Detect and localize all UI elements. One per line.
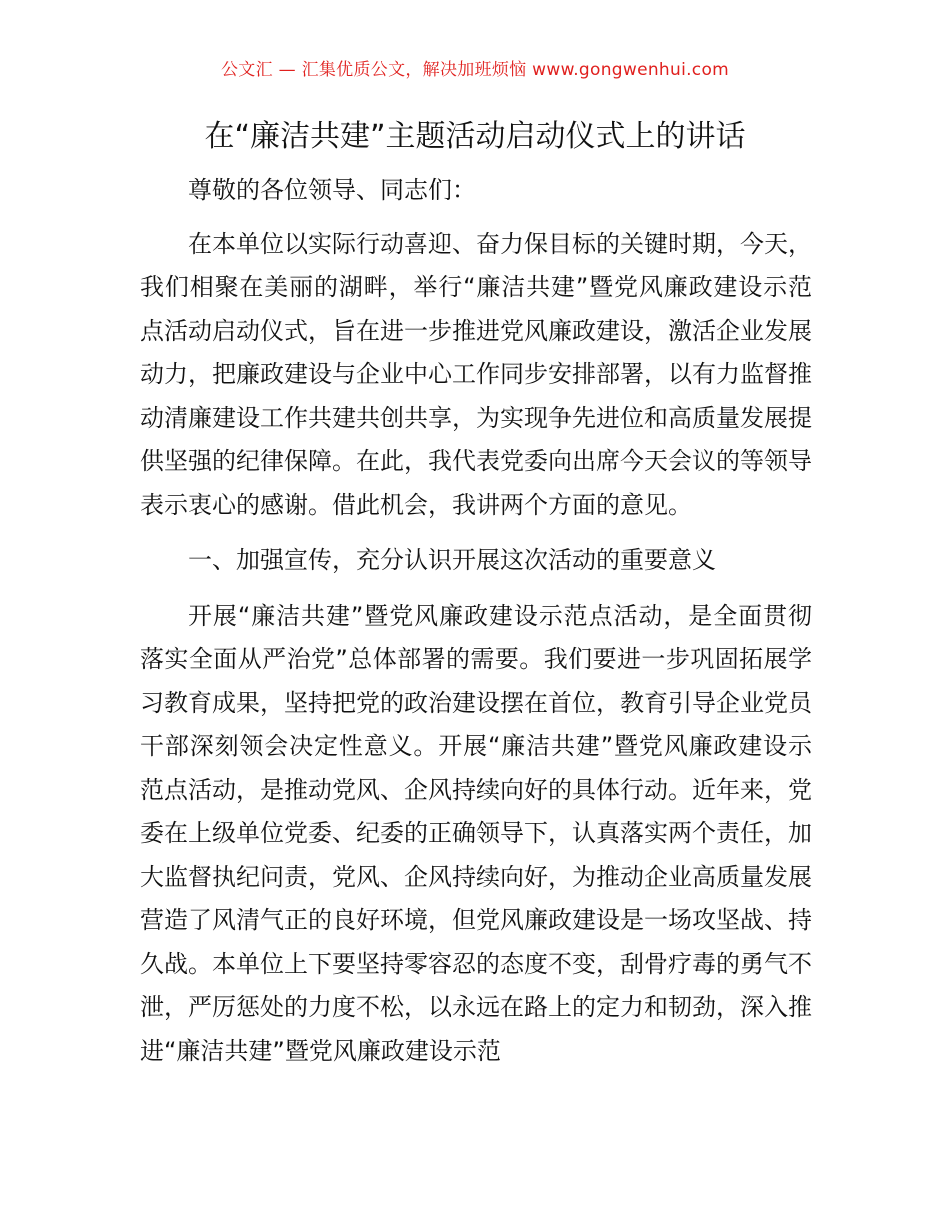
document-title: 在“廉洁共建”主题活动启动仪式上的讲话 [204, 119, 746, 154]
paragraph-opening: 在本单位以实际行动喜迎、奋力保目标的关键时期，今天，我们相聚在美丽的湖畔，举行“廉洁共建”暨党风廉政建设示范点活动启动仪式，旨在进一步推进党风廉政建设，激活企业发展动力，把廉政建设与企业中心工作同步安排部署，以有力监督推动清廉建设工作共建共创共享，为实现争先进位和高质量发展提供坚强的纪律保障。在此，我代表党委向出席今天会议的等领导表示衷心的感谢。借此机会，我讲两个方面的意见。 [140, 229, 812, 519]
greeting: 尊敬的各位领导、同志们： [188, 176, 476, 204]
document-body [140, 169, 812, 1073]
site-banner[interactable]: 公文汇 — 汇集优质公文，解决加班烦恼 www.gongwenhui.com [220, 60, 730, 80]
paragraph-section-1: 开展“廉洁共建”暨党风廉政建设示范点活动，是全面贯彻落实全面从严治党”总体部署的需要。我们要进一步巩固拓展学习教育成果，坚持把党的政治建设摆在首位，教育引导企业党员干部深刻领会决定性意义。开展“廉洁共建”暨党风廉政建设示范点活动，是推动党风、企风持续向好的具体行动。近年来，党委在上级单位党委、纪委的正确领导下，认真落实两个责任，加大监督执纪问责，党风、企风持续向好，为推动企业高质量发展营造了风清气正的良好环境，但党风廉政建设是一场攻坚战、持久战。本单位上下要坚持零容忍的态度不变，刮骨疗毒的勇气不泄，严厉惩处的力度不松，以永远在路上的定力和韧劲，深入推进“廉洁共建”暨党风廉政建设示范 [140, 601, 812, 1065]
section-heading-1: 一、加强宣传，充分认识开展这次活动的重要意义 [188, 546, 716, 574]
